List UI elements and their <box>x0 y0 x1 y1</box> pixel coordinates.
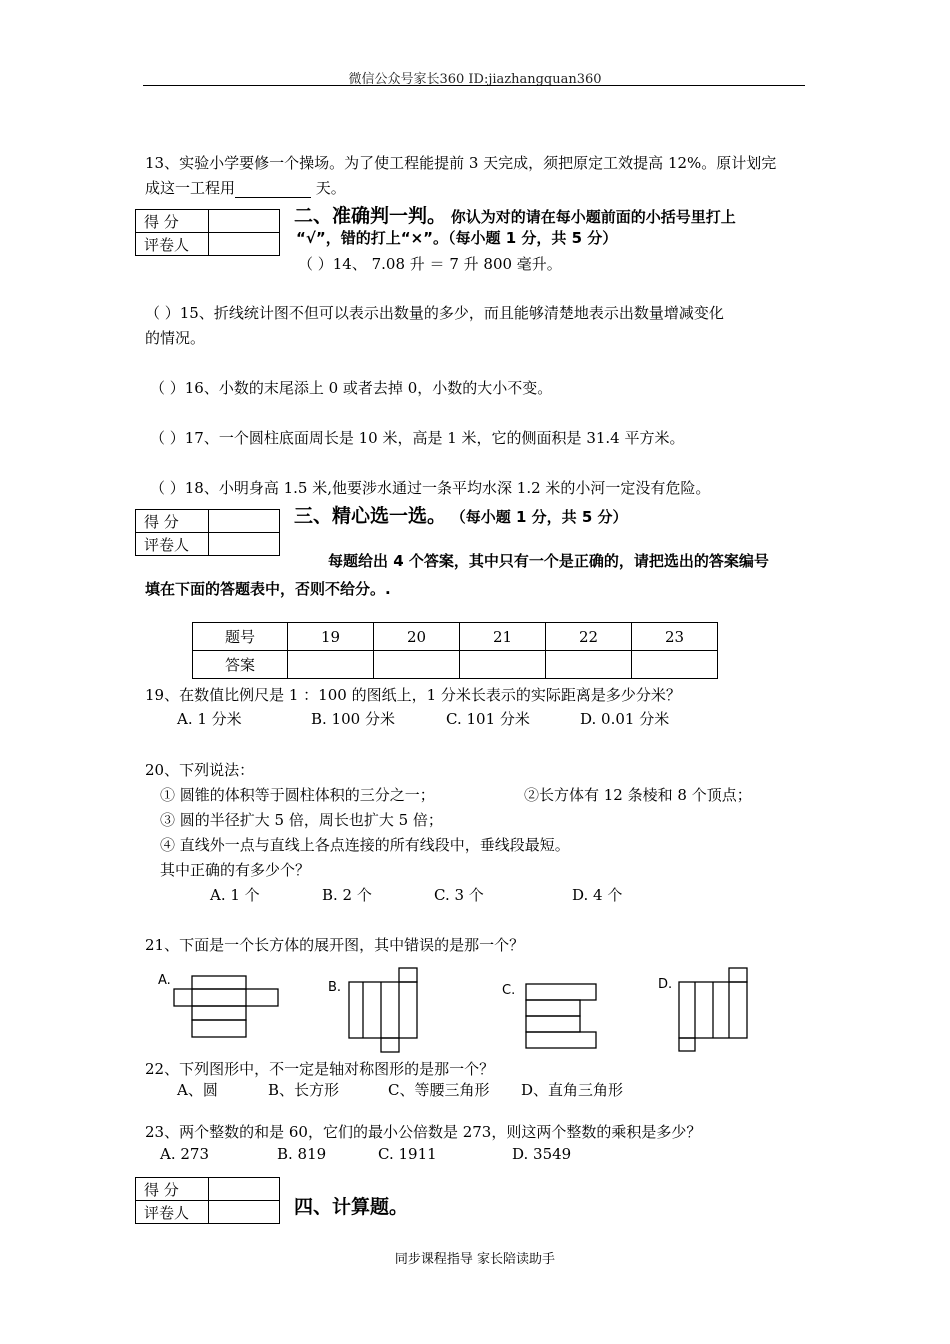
q16: （ ）16、小数的末尾添上 0 或者去掉 0，小数的大小不变。 <box>150 379 553 397</box>
q20-option-b: B. 2 个 <box>322 886 372 904</box>
q20-text: 20、下列说法： <box>145 761 255 779</box>
score-box-3 <box>135 509 280 556</box>
section3-note: （每小题 1 分，共 5 分） <box>450 508 628 526</box>
q23-option-c: C. 1911 <box>378 1145 437 1163</box>
q22-option-a: A、圆 <box>177 1081 218 1099</box>
score-box-2 <box>135 209 280 256</box>
grader-label: 评卷人 <box>136 233 209 256</box>
answer-header-22: 22 <box>546 623 632 651</box>
page-header: 微信公众号家长360 ID:jiazhangquan360 <box>348 72 602 87</box>
net-b-label: B. <box>328 980 342 995</box>
section2-desc2: “√”，错的打上“×”。（每小题 1 分，共 5 分） <box>296 229 618 247</box>
grader-cell[interactable] <box>209 1201 280 1224</box>
net-c-label: C. <box>502 983 516 998</box>
section3-desc2: 填在下面的答题表中，否则不给分。. <box>145 580 391 598</box>
net-a <box>158 973 278 1037</box>
answer-header-23: 23 <box>632 623 718 651</box>
q17: （ ）17、一个圆柱底面周长是 10 米，高是 1 米，它的侧面积是 31.4 平方米。 <box>150 429 685 447</box>
answer-row-label: 答案 <box>193 651 288 679</box>
q20-option-d: D. 4 个 <box>572 886 623 904</box>
answer-header-19: 19 <box>288 623 374 651</box>
q13-line2-a: 成这一工程用 <box>145 179 236 197</box>
answer-header-label: 题号 <box>193 623 288 651</box>
grader-cell[interactable] <box>209 233 280 256</box>
section2-title: 二、准确判一判。 <box>294 205 447 227</box>
q19-option-c: C. 101 分米 <box>446 710 530 728</box>
q22-option-b: B、长方形 <box>268 1081 340 1099</box>
q20-statement-1: ① 圆锥的体积等于圆柱体积的三分之一； <box>160 786 435 804</box>
q19-text: 19、在数值比例尺是 1 ：100 的图纸上，1 分米长表示的实际距离是多少分米？ <box>145 686 681 704</box>
q22-option-d: D、直角三角形 <box>521 1081 624 1099</box>
answer-cell-19[interactable] <box>288 651 374 679</box>
grader-label: 评卷人 <box>136 533 209 556</box>
net-c <box>502 983 596 1048</box>
q14: （ ）14、 7.08 升 ＝ 7 升 800 毫升。 <box>298 255 562 273</box>
answer-header-20: 20 <box>374 623 460 651</box>
q18: （ ）18、小明身高 1.5 米,他要涉水通过一条平均水深 1.2 米的小河一定没有危险。 <box>150 479 711 497</box>
q13-line1: 13、实验小学要修一个操场。为了使工程能提前 3 天完成，须把原定工效提高 12%。原计划完 <box>145 154 777 172</box>
answer-table <box>192 622 718 679</box>
score-box-4 <box>135 1177 280 1224</box>
score-label: 得 分 <box>136 210 209 233</box>
grader-cell[interactable] <box>209 533 280 556</box>
net-d-label: D. <box>658 977 673 992</box>
score-label: 得 分 <box>136 510 209 533</box>
net-d <box>658 968 747 1051</box>
q13-line2-b: 天。 <box>315 179 346 197</box>
answer-cell-21[interactable] <box>460 651 546 679</box>
score-cell[interactable] <box>209 210 280 233</box>
page-footer: 同步课程指导 家长陪读助手 <box>394 1252 556 1267</box>
q20-ask: 其中正确的有多少个？ <box>160 861 311 879</box>
answer-cell-23[interactable] <box>632 651 718 679</box>
q23-option-d: D. 3549 <box>512 1145 572 1163</box>
q13-line2 <box>145 177 346 198</box>
q15-line2: 的情况。 <box>145 329 206 347</box>
q22-text: 22、下列图形中，不一定是轴对称图形的是那一个？ <box>145 1060 495 1078</box>
q20-option-a: A. 1 个 <box>210 886 260 904</box>
q20-option-c: C. 3 个 <box>434 886 484 904</box>
grader-label: 评卷人 <box>136 1201 209 1224</box>
section3-desc1: 每题给出 4 个答案，其中只有一个是正确的，请把选出的答案编号 <box>328 552 769 570</box>
q20-statement-3: ③ 圆的半径扩大 5 倍，周长也扩大 5 倍； <box>160 811 443 829</box>
q15-line1: （ ）15、折线统计图不但可以表示出数量的多少，而且能够清楚地表示出数量增减变化 <box>145 304 724 322</box>
section3-title: 三、精心选一选。 <box>294 505 447 527</box>
q20-statement-4: ④ 直线外一点与直线上各点连接的所有线段中，垂线段最短。 <box>160 836 570 854</box>
q19-option-d: D. 0.01 分米 <box>580 710 670 728</box>
answer-cell-22[interactable] <box>546 651 632 679</box>
net-a-label: A. <box>158 973 171 988</box>
score-label: 得 分 <box>136 1178 209 1201</box>
net-b <box>328 968 417 1052</box>
answer-cell-20[interactable] <box>374 651 460 679</box>
q21-text: 21、下面是一个长方体的展开图，其中错误的是那一个？ <box>145 936 525 954</box>
score-cell[interactable] <box>209 1178 280 1201</box>
section2-heading <box>294 201 736 228</box>
section4-title: 四、计算题。 <box>294 1196 409 1218</box>
header-rule <box>143 85 805 86</box>
q23-option-b: B. 819 <box>277 1145 327 1163</box>
q13-blank[interactable] <box>235 183 311 198</box>
q19-option-b: B. 100 分米 <box>311 710 395 728</box>
section2-desc1: 你认为对的请在每小题前面的小括号里打上 <box>450 208 736 226</box>
cube-nets-figure <box>150 964 760 1059</box>
q23-text: 23、两个整数的和是 60，它们的最小公倍数是 273，则这两个整数的乘积是多少？ <box>145 1123 702 1141</box>
answer-header-21: 21 <box>460 623 546 651</box>
section3-heading <box>294 501 628 528</box>
q20-statement-2: ②长方体有 12 条棱和 8 个顶点； <box>524 786 752 804</box>
q23-option-a: A. 273 <box>160 1145 209 1163</box>
score-cell[interactable] <box>209 510 280 533</box>
q19-option-a: A. 1 分米 <box>177 710 242 728</box>
q22-option-c: C、等腰三角形 <box>388 1081 490 1099</box>
